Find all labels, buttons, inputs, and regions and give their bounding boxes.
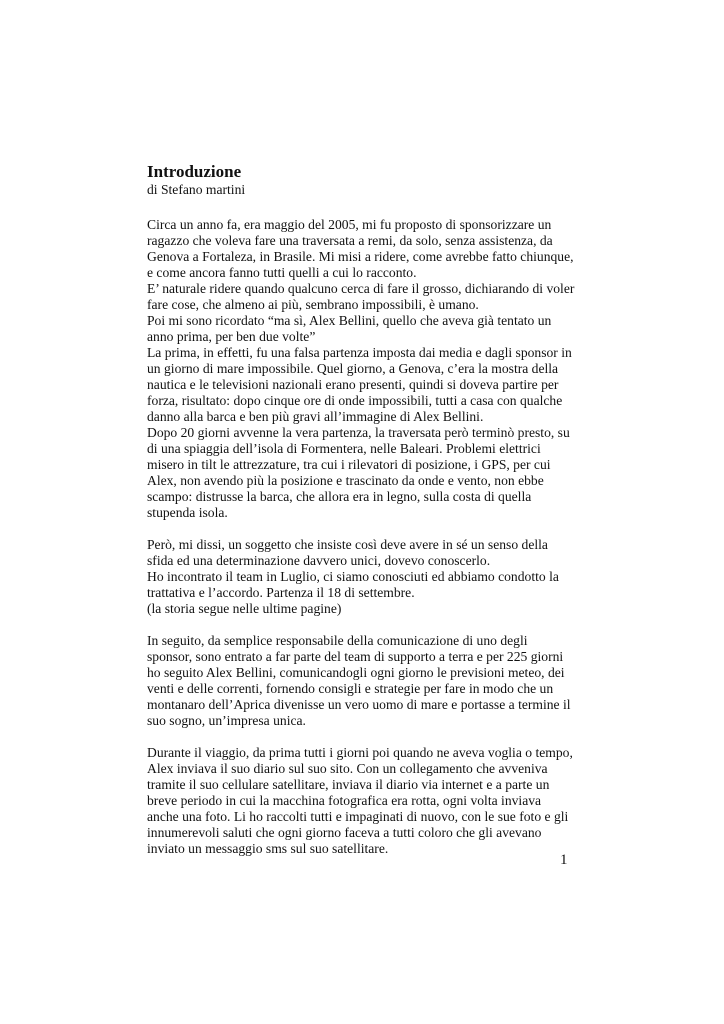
text-line: tramite il suo cellulare satellitare, inviava il diario via internet e a parte un: [147, 777, 550, 792]
text-line: un giorno di mare impossibile. Quel giorno, a Genova, c’era la mostra della: [147, 361, 559, 376]
page-content: [147, 162, 587, 873]
page-title: Introduzione: [147, 162, 242, 181]
text-line: anche una foto. Li ho raccolti tutti e impaginati di nuovo, con le sue foto e gli: [147, 809, 569, 824]
text-line: Alex inviava il suo diario sul suo sito. Con un collegamento che avveniva: [147, 761, 548, 776]
text-line: anno prima, per ben due volte”: [147, 329, 316, 344]
paragraph: [147, 537, 587, 617]
text-line: (la storia segue nelle ultime pagine): [147, 601, 342, 616]
text-line: ho seguito Alex Bellini, comunicandogli ogni giorno le previsioni meteo, dei: [147, 665, 565, 680]
text-line: innumerevoli saluti che ogni giorno faceva a tutti coloro che gli avevano: [147, 825, 542, 840]
page-number: 1: [560, 852, 568, 868]
text-line: trattativa e l’accordo. Partenza il 18 di settembre.: [147, 585, 415, 600]
text-line: Genova a Fortaleza, in Brasile. Mi misi a ridere, come avrebbe fatto chiunque,: [147, 249, 574, 264]
text-line: suo sogno, un’impresa unica.: [147, 713, 306, 728]
text-line: Circa un anno fa, era maggio del 2005, mi fu proposto di sponsorizzare un: [147, 217, 552, 232]
text-line: Ho incontrato il team in Luglio, ci siamo conosciuti ed abbiamo condotto la: [147, 569, 559, 584]
text-line: In seguito, da semplice responsabile della comunicazione di uno degli: [147, 633, 528, 648]
paragraph: [147, 633, 587, 729]
text-line: breve periodo in cui la macchina fotografica era rotta, ogni volta inviava: [147, 793, 542, 808]
text-line: E’ naturale ridere quando qualcuno cerca di fare il grosso, dichiarando di voler: [147, 281, 575, 296]
text-line: fare cose, che almeno ai più, sembrano impossibili, è umano.: [147, 297, 479, 312]
text-line: Alex, non avendo più la posizione e trascinato da onde e vento, non ebbe: [147, 473, 544, 488]
text-line: sponsor, sono entrato a far parte del team di supporto a terra e per 225 giorni: [147, 649, 564, 664]
text-line: Dopo 20 giorni avvenne la vera partenza, la traversata però terminò presto, su: [147, 425, 570, 440]
text-line: Poi mi sono ricordato “ma sì, Alex Bellini, quello che aveva già tentato un: [147, 313, 552, 328]
text-line: danno alla barca e ben più gravi all’immagine di Alex Bellini.: [147, 409, 484, 424]
text-line: scampo: distrusse la barca, che allora era in legno, sulla costa di quella: [147, 489, 532, 504]
text-line: di una spiaggia dell’isola di Formentera, nelle Baleari. Problemi elettrici: [147, 441, 541, 456]
text-line: stupenda isola.: [147, 505, 228, 520]
author-line: di Stefano martini: [147, 182, 246, 197]
paragraph: [147, 745, 587, 857]
text-line: ragazzo che voleva fare una traversata a remi, da solo, senza assistenza, da: [147, 233, 553, 248]
paragraph: [147, 217, 587, 521]
text-line: montanaro dell’Aprica divenisse un vero uomo di mare e portasse a termine il: [147, 697, 571, 712]
text-line: e come ancora fanno tutti quelli a cui lo racconto.: [147, 265, 417, 280]
text-line: nautica e le televisioni nazionali erano presenti, quindi si doveva partire per: [147, 377, 559, 392]
text-line: misero in tilt le attrezzature, tra cui i rilevatori di posizione, i GPS, per cui: [147, 457, 551, 472]
text-line: forza, risultato: dopo cinque ore di onde impossibili, tutti a casa con qualche: [147, 393, 563, 408]
text-line: inviato un messaggio sms sul suo satellitare.: [147, 841, 389, 856]
text-line: Durante il viaggio, da prima tutti i giorni poi quando ne aveva voglia o tempo,: [147, 745, 573, 760]
text-line: Però, mi dissi, un soggetto che insiste così deve avere in sé un senso della: [147, 537, 548, 552]
text-line: La prima, in effetti, fu una falsa partenza imposta dai media e dagli sponsor in: [147, 345, 572, 360]
body-text: [147, 217, 587, 857]
text-line: sfida ed una determinazione davvero unici, dovevo conoscerlo.: [147, 553, 491, 568]
text-line: venti e delle correnti, fornendo consigli e strategie per fare in modo che un: [147, 681, 554, 696]
